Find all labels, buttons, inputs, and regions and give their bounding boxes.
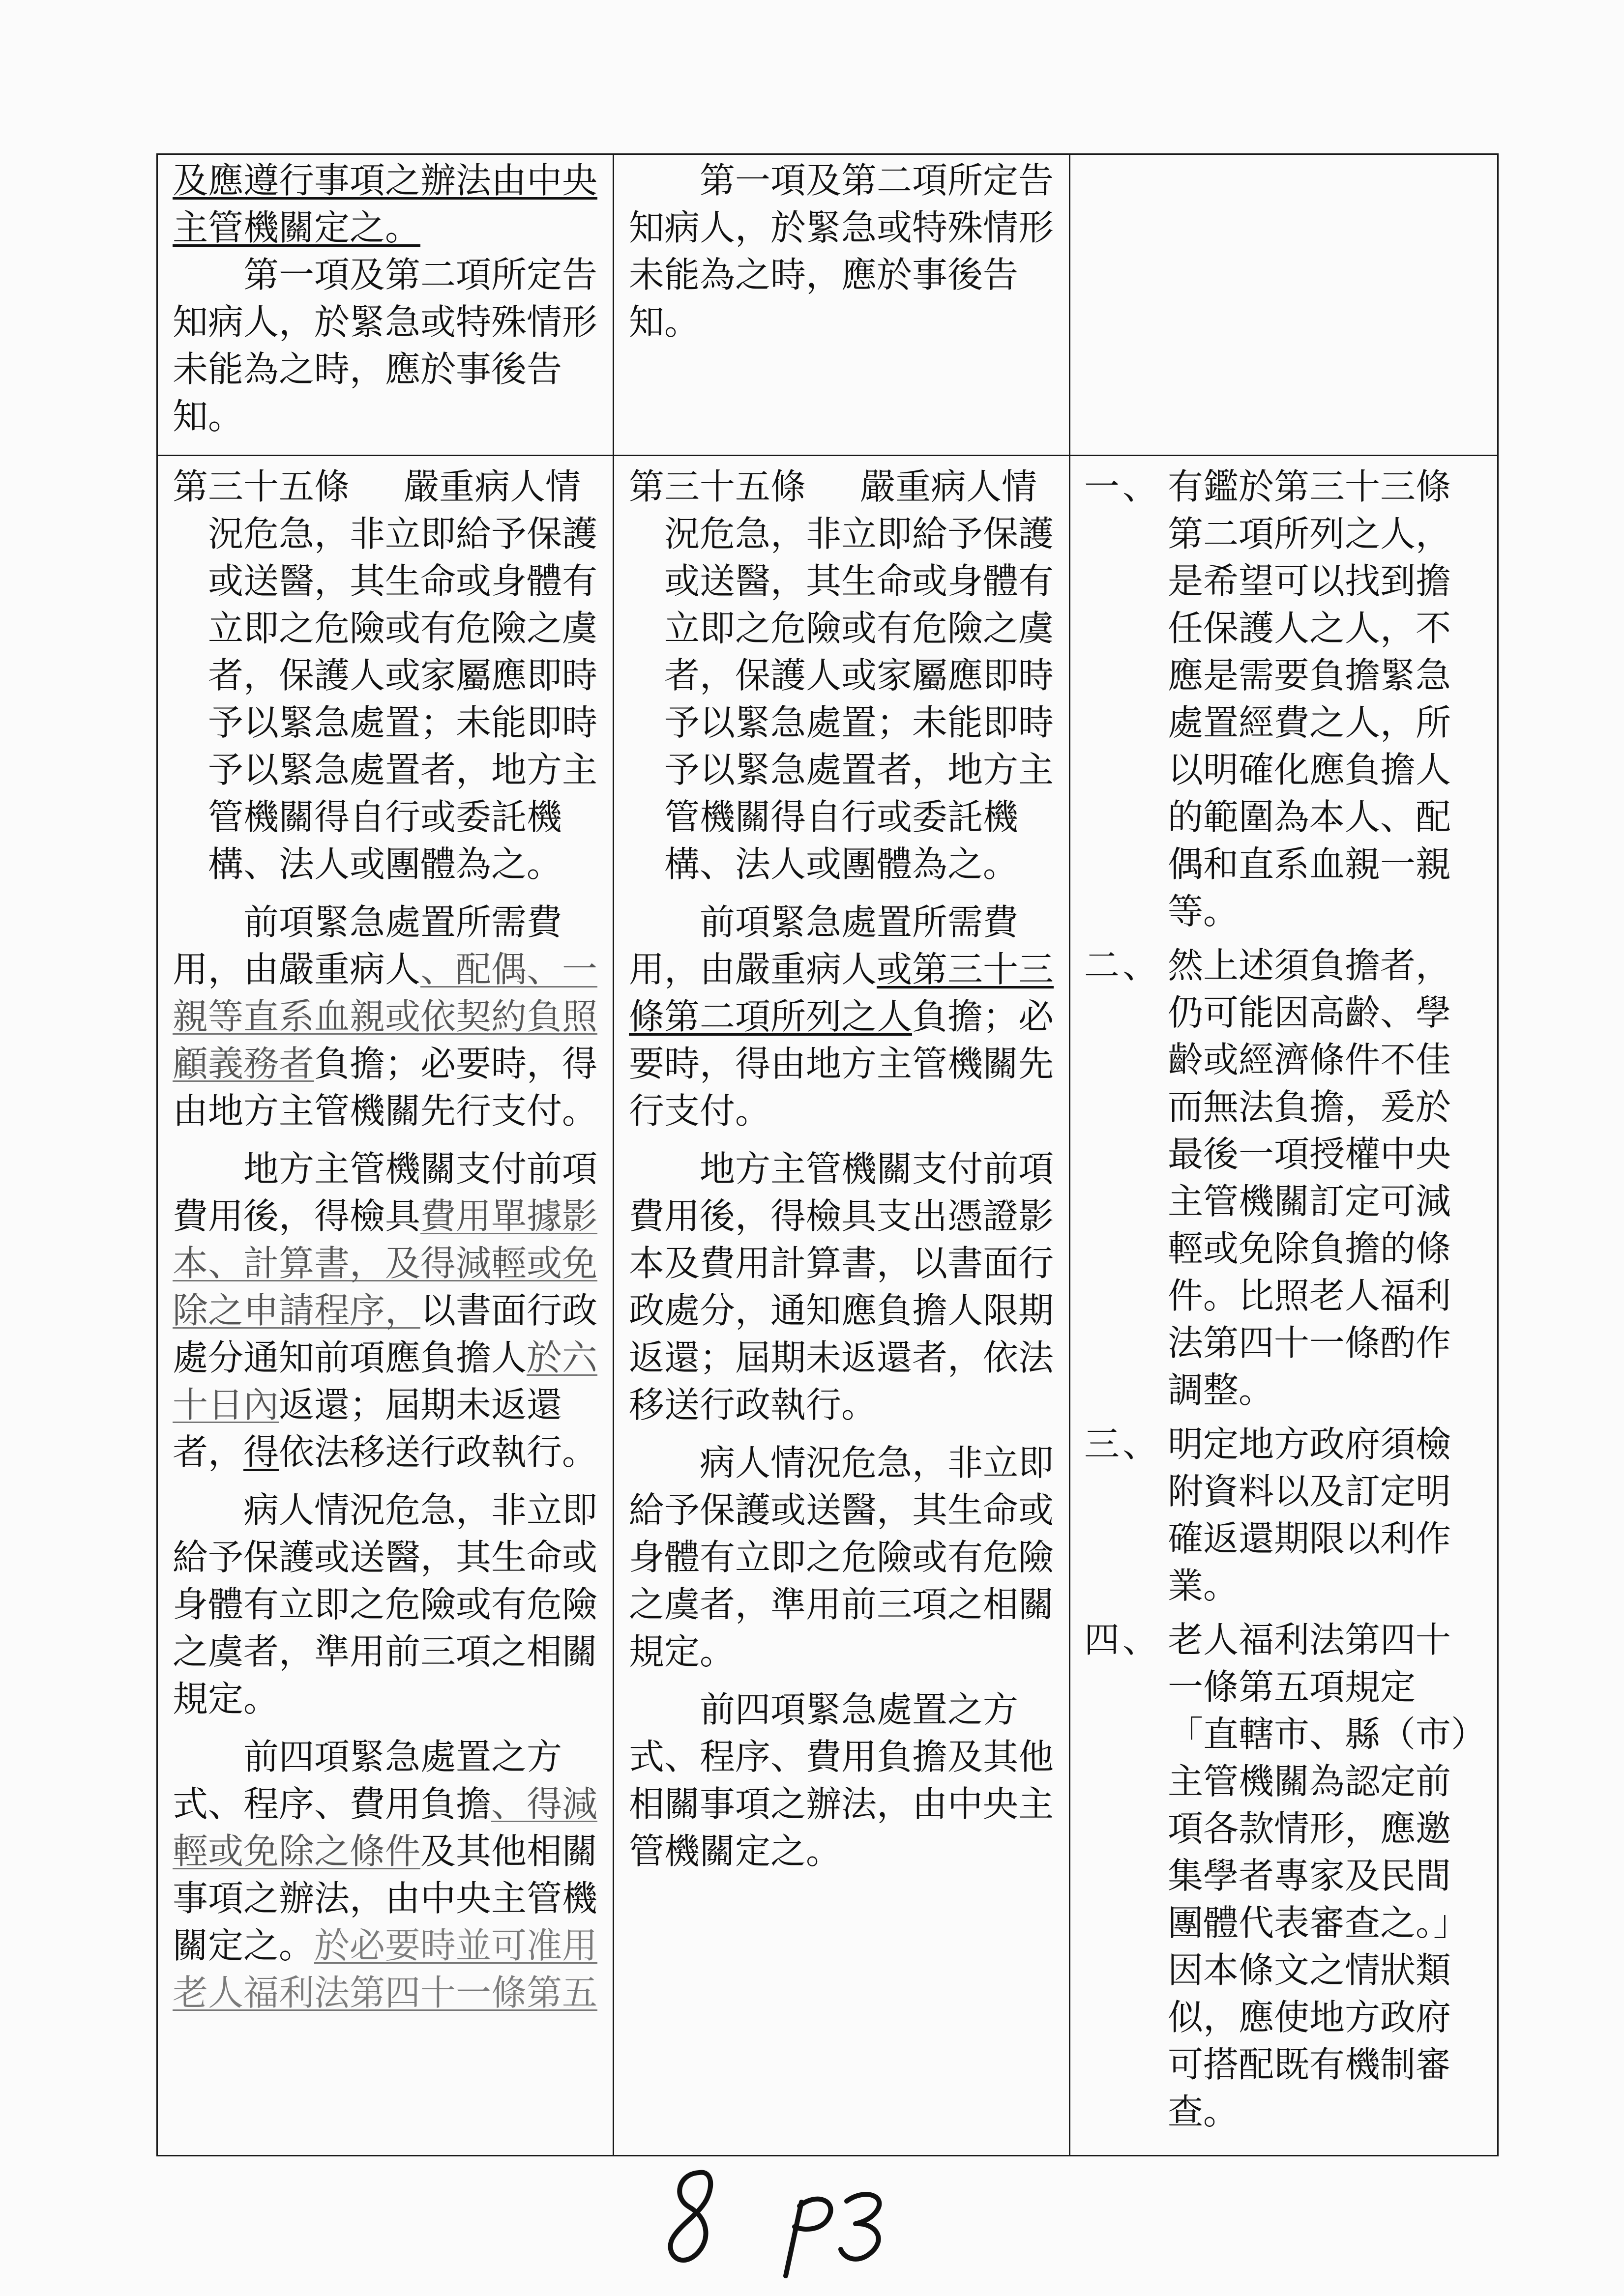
faded-text: 於必要時並可准用老人福利法第四十一條第五 bbox=[173, 1925, 598, 2013]
article-paragraph bbox=[173, 463, 598, 888]
original-text-cell bbox=[614, 154, 1070, 456]
item-number: 四、 bbox=[1084, 1619, 1161, 1660]
inserted-text: 及應遵行事項之辦法由中央主管機關定之。 bbox=[173, 160, 598, 248]
paragraph: 地方主管機關支付前項費用後，得檢具費用單據影本、計算書，及得減輕或免除之申請程序，以書面行政處分通知前項應負擔人於六十日內返還；屆期未返還者，得依法移送行政執行。 bbox=[173, 1148, 598, 1473]
current-text-cell bbox=[157, 456, 614, 2156]
table-row bbox=[157, 154, 1498, 456]
item-text: 然上述須負擔者，仍可能因高齡、學齡或經濟條件不佳而無法負擔，爰於最後一項授權中央主管機關訂定可減輕或免除負擔的條件。比照老人福利法第四十一條酌作調整。 bbox=[1168, 945, 1451, 1411]
explanation-cell bbox=[1070, 456, 1498, 2156]
paragraph: 前項緊急處置所需費用，由嚴重病人、配偶、一親等直系血親或依契約負照顧義務者負擔；必要時，得由地方主管機關先行支付。 bbox=[173, 901, 598, 1132]
explanation-list bbox=[1085, 463, 1482, 2135]
paragraph: 第一項及第二項所定告知病人，於緊急或特殊情形未能為之時，應於事後告知。 bbox=[629, 160, 1054, 343]
comparison-table bbox=[156, 153, 1499, 2156]
paragraph: 前四項緊急處置之方式、程序、費用負擔及其他相關事項之辦法，由中央主管機關定之。 bbox=[629, 1689, 1054, 1872]
paragraph: 病人情況危急，非立即給予保護或送醫，其生命或身體有立即之危險或有危險之虞者，準用前三項之相關規定。 bbox=[173, 1489, 598, 1719]
item-number: 一、 bbox=[1084, 466, 1161, 507]
list-item bbox=[1085, 463, 1482, 935]
paragraph: 第一項及第二項所定告知病人，於緊急或特殊情形未能為之時，應於事後告知。 bbox=[173, 254, 598, 437]
list-item bbox=[1085, 942, 1482, 1414]
item-text: 老人福利法第四十一條第五項規定「直轄市、縣（市）主管機關為認定前項各款情形，應邀集學者專家及民間團體代表審查之。」因本條文之情狀類似，應使地方政府可搭配既有機制審查。 bbox=[1168, 1619, 1469, 2132]
changed-text: 費用單據影本、計算書，及得減輕或免除之申請程序， bbox=[173, 1195, 598, 1331]
paragraph: 地方主管機關支付前項費用後，得檢具支出憑證影本及費用計算書，以書面行政處分，通知應負擔人限期返還；屆期未返還者，依法移送行政執行。 bbox=[629, 1148, 1054, 1425]
paragraph bbox=[173, 157, 598, 251]
handwritten-page-mark bbox=[654, 2153, 929, 2281]
item-number: 二、 bbox=[1084, 945, 1161, 986]
item-text: 明定地方政府須檢附資料以及訂定明確返還期限以利作業。 bbox=[1168, 1424, 1451, 1606]
changed-text: 於六十日內 bbox=[173, 1337, 598, 1425]
paragraph: 前項緊急處置所需費用，由嚴重病人或第三十三條第二項所列之人負擔；必要時，得由地方主管機關先行支付。 bbox=[629, 901, 1054, 1132]
current-text-cell bbox=[157, 154, 614, 456]
article-body: 嚴重病人情況危急，非立即給予保護或送醫，其生命或身體有立即之危險或有危險之虞者，保護人或家屬應即時予以緊急處置；未能即時予以緊急處置者，地方主管機關得自行或委託機構、法人或團體為之。 bbox=[208, 466, 598, 885]
inserted-text: 或第三十三條第二項所列之人 bbox=[629, 949, 1054, 1037]
handwritten-page-mark-drawing bbox=[654, 2153, 929, 2281]
paragraph: 前四項緊急處置之方式、程序、費用負擔、得減輕或免除之條件及其他相關事項之辦法，由中央主管機關定之。於必要時並可准用老人福利法第四十一條第五 bbox=[173, 1736, 598, 2013]
article-paragraph bbox=[629, 463, 1054, 888]
list-item bbox=[1085, 1616, 1482, 2135]
paragraph: 病人情況危急，非立即給予保護或送醫，其生命或身體有立即之危險或有危險之虞者，準用前三項之相關規定。 bbox=[629, 1442, 1054, 1672]
article-heading: 第三十五條 bbox=[629, 466, 806, 507]
list-item bbox=[1085, 1421, 1482, 1609]
table-row bbox=[157, 456, 1498, 2156]
inserted-text: 得 bbox=[243, 1431, 279, 1473]
article-heading: 第三十五條 bbox=[173, 466, 350, 507]
article-body: 嚴重病人情況危急，非立即給予保護或送醫，其生命或身體有立即之危險或有危險之虞者，保護人或家屬應即時予以緊急處置；未能即時予以緊急處置者，地方主管機關得自行或委託機構、法人或團體為之。 bbox=[664, 466, 1054, 885]
item-text: 有鑑於第三十三條第二項所列之人，是希望可以找到擔任保護人之人，不應是需要負擔緊急處置經費之人，所以明確化應負擔人的範圍為本人、配偶和直系血親一親等。 bbox=[1168, 466, 1451, 932]
changed-text: 、配偶、一親等直系血親或依契約負照顧義務者 bbox=[173, 949, 598, 1084]
changed-text: 、得減輕或免除之條件 bbox=[173, 1783, 598, 1872]
explanation-cell bbox=[1070, 154, 1498, 456]
item-number: 三、 bbox=[1084, 1424, 1161, 1465]
original-text-cell bbox=[614, 456, 1070, 2156]
